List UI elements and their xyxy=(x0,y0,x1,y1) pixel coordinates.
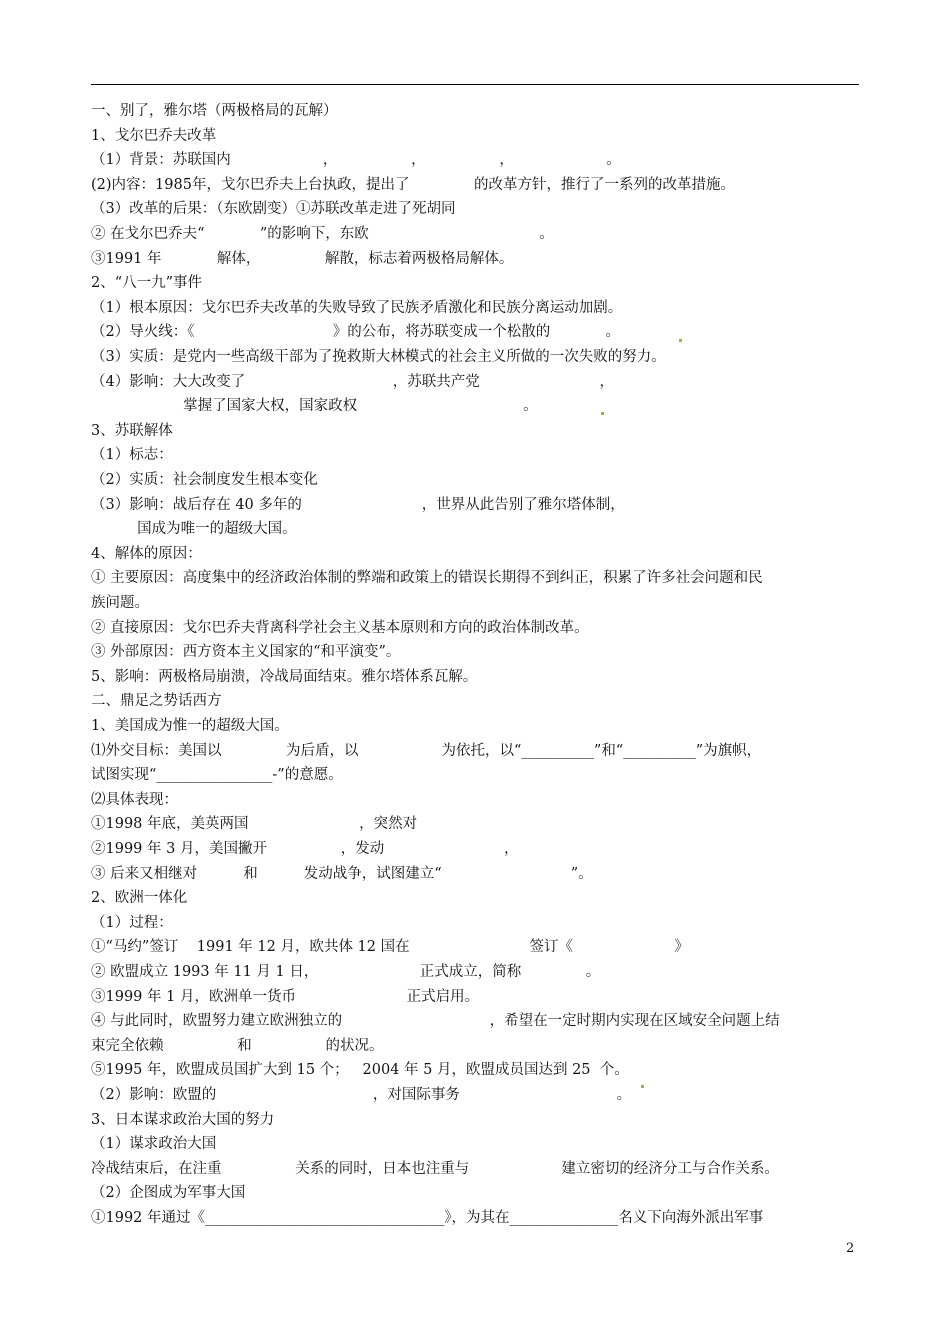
text-line: （1）谋求政治大国 xyxy=(91,1136,217,1153)
text-line: 2、欧洲一体化 xyxy=(91,890,188,907)
text-line: （4）影响：大大改变了 ，苏联共产党 ， xyxy=(91,373,615,390)
text-line: ② 直接原因：戈尔巴乔夫背离科学社会主义基本原则和方向的政治体制改革。 xyxy=(91,619,589,636)
header-rule xyxy=(91,84,859,85)
stray-mark xyxy=(601,412,604,415)
text-line: ①“马约”签订 1991 年 12 月，欧共体 12 国在 签订《 》 xyxy=(91,939,689,956)
text-line: (2)内容：1985年，戈尔巴乔夫上台执政，提出了 的改革方针，推行了一系列的改革措施。 xyxy=(91,176,735,193)
text-line: ③1999 年 1 月，欧洲单一货币 正式启用。 xyxy=(91,988,480,1005)
text-line: ⑴外交目标：美国以 为后盾，以 为依托，以“__________”和“__________”为旗帜， xyxy=(91,742,762,759)
text-line: ②1999 年 3 月，美国撇开 ，发动 ， xyxy=(91,841,519,857)
text-line: 二、鼎足之势话西方 xyxy=(91,693,222,710)
text-line: ⑵具体表现： xyxy=(91,791,178,808)
text-line: 1、美国成为惟一的超级大国。 xyxy=(91,718,289,734)
text-line: ② 欧盟成立 1993 年 11 月 1 日， 正式成立，简称 。 xyxy=(91,964,601,980)
text-line: ⑤1995 年，欧盟成员国扩大到 15 个； 2004 年 5 月，欧盟成员国达到 25 个。 xyxy=(91,1062,629,1079)
text-line: （2）导火线：《 》的公布，将苏联变成一个松散的 。 xyxy=(91,324,621,341)
text-line: 2、“八一九”事件 xyxy=(91,275,203,292)
text-line: （3）改革的后果：（东欧剧变）①苏联改革走进了死胡同 xyxy=(91,201,456,218)
text-line: （2）影响：欧盟的 ，对国际事务 。 xyxy=(91,1087,632,1103)
text-line: （1）根本原因：戈尔巴乔夫改革的失败导致了民族矛盾激化和民族分离运动加剧。 xyxy=(91,299,623,316)
text-line: 冷战结束后，在注重 关系的同时，日本也注重与 建立密切的经济分工与合作关系。 xyxy=(91,1160,779,1177)
text-line: ④ 与此同时，欧盟努力建立欧洲独立的 ，希望在一定时期内实现在区域安全问题上结 xyxy=(91,1013,780,1030)
text-line: 试图实现“________________-”的意愿。 xyxy=(91,767,343,784)
text-line: （1）标志： xyxy=(91,447,173,464)
text-line: ③ 后来又相继对 和 发动战争，试图建立“ ”。 xyxy=(91,865,593,882)
text-line: 族问题。 xyxy=(91,595,149,611)
text-line: ①1992 年通过《_________________________________》，为其在_______________名义下向海外派出军事 xyxy=(91,1210,764,1226)
text-line: 1、戈尔巴乔夫改革 xyxy=(91,127,217,144)
text-line: 掌握了国家大权，国家政权 。 xyxy=(91,398,538,415)
text-line: 一、别了，雅尔塔（两极格局的瓦解） xyxy=(91,103,338,119)
text-line: （3）实质：是党内一些高级干部为了挽救斯大林模式的社会主义所做的一次失败的努力。 xyxy=(91,349,666,365)
text-line: （2）企图成为军事大国 xyxy=(91,1185,246,1202)
text-line: （2）实质：社会制度发生根本变化 xyxy=(91,472,318,488)
text-line: （1）背景：苏联国内 ， ， ， 。 xyxy=(91,152,621,169)
text-line: 国成为唯一的超级大国。 xyxy=(91,521,297,538)
text-line: ③1991 年 解体， 解散，标志着两极格局解体。 xyxy=(91,250,514,267)
text-line: ① 主要原因：高度集中的经济政治体制的弊端和政策上的错误长期得不到纠正，积累了许多社会问题和民 xyxy=(91,570,763,587)
text-line: （1）过程： xyxy=(91,914,173,931)
text-line: ② 在戈尔巴乔夫“ ”的影响下，东欧 。 xyxy=(91,226,554,242)
text-line: 束完全依赖 和 的状况。 xyxy=(91,1037,384,1054)
text-line: 3、苏联解体 xyxy=(91,422,173,439)
text-line: 5、影响：两极格局崩溃，冷战局面结束。雅尔塔体系瓦解。 xyxy=(91,668,478,685)
text-line: ③ 外部原因：西方资本主义国家的“和平演变”。 xyxy=(91,644,401,661)
stray-mark xyxy=(679,339,682,342)
text-line: 4、解体的原因： xyxy=(91,545,202,562)
text-line: 3、日本谋求政治大国的努力 xyxy=(91,1111,275,1128)
stray-mark xyxy=(641,1085,644,1088)
page-number: 2 xyxy=(846,1241,855,1256)
text-line: （3）影响：战后存在 40 多年的 ，世界从此告别了雅尔塔体制， xyxy=(91,496,625,513)
text-line: ①1998 年底，美英两国 ，突然对 xyxy=(91,816,418,833)
